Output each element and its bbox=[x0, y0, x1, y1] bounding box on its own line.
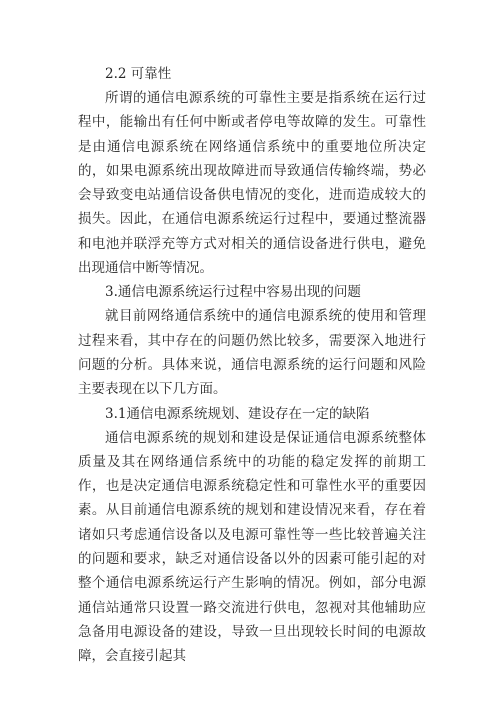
paragraph-reliability: 所谓的通信电源系统的可靠性主要是指系统在运行过程中，能输出有任何中断或者停电等故障的发生。可靠性是由通信电源系统在网络通信系统中的重要地位所决定的，如果电源系统出现故障进而导致通信传输终端，势必会导致变电站通信设备供电情况的变化，进而造成较大的损失。因此，在通信电源系统运行过程中，要通过整流器和电池并联浮充等方式对相关的通信设备进行供电，避免出现通信中断等情况。 bbox=[78, 90, 426, 277]
section-heading-reliability: 2.2 可靠性 bbox=[105, 66, 172, 82]
document-body bbox=[78, 62, 426, 669]
section-heading-planning-defects: 3.1通信电源系统规划、建设存在一定的缺陷 bbox=[105, 405, 370, 422]
paragraph-planning-defects: 通信电源系统的规划和建设是保证通信电源系统整体质量及其在网络通信系统中的功能的稳定发挥的前期工作，也是决定通信电源系统稳定性和可靠性水平的重要因素。从目前通信电源系统的规划和建设情况来看，存在着诸如只考虑通信设备以及电源可靠性等一些比较普遍关注的问题和要求，缺乏对通信设备以外的因素可能引起的对整个通信电源系统运行产生影响的情况。例如，部分电源通信站通常只设置一路交流进行供电，忽视对其他辅助应急备用电源设备的建设，导致一旦出现较长时间的电源故障，会直接引起其 bbox=[78, 429, 426, 665]
section-heading-problems: 3.通信电源系统运行过程中容易出现的问题 bbox=[105, 284, 361, 301]
paragraph-problems-intro: 就目前网络通信系统中的通信电源系统的使用和管理过程来看，其中存在的问题仍然比较多，需要深入地进行问题的分析。具体来说，通信电源系统的运行问题和风险主要表现在以下几方面。 bbox=[78, 308, 426, 398]
